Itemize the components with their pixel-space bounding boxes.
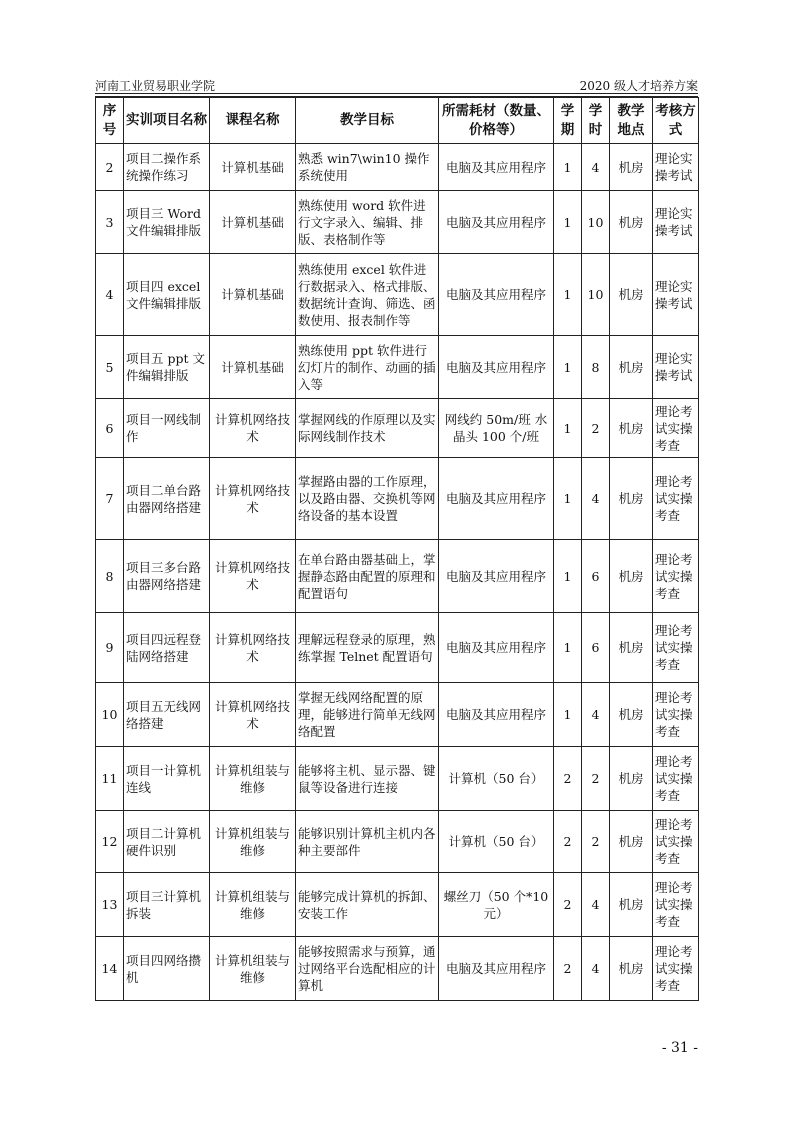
row-place: 机房	[610, 811, 653, 873]
row-hours: 4	[582, 144, 610, 191]
table-row	[96, 458, 699, 540]
col-header-material: 所需耗材（数量、价格等）	[439, 98, 554, 144]
row-exam: 理论考试实操考查	[653, 873, 699, 937]
row-course: 计算机基础	[210, 144, 296, 191]
row-goal: 熟练使用 ppt 软件进行幻灯片的制作、动画的插入等	[296, 336, 439, 399]
training-table	[95, 97, 699, 1001]
row-place: 机房	[610, 873, 653, 937]
row-term: 1	[554, 613, 582, 683]
row-place: 机房	[610, 747, 653, 811]
row-term: 1	[554, 144, 582, 191]
col-header-term: 学期	[554, 98, 582, 144]
row-exam: 理论实操考试	[653, 144, 699, 191]
row-hours: 10	[582, 191, 610, 254]
table-row	[96, 613, 699, 683]
col-header-course: 课程名称	[210, 98, 296, 144]
row-term: 1	[554, 191, 582, 254]
row-place: 机房	[610, 191, 653, 254]
row-no: 9	[96, 613, 124, 683]
table-row	[96, 191, 699, 254]
row-material: 网线约 50m/班 水晶头 100 个/班	[439, 399, 554, 458]
row-no: 10	[96, 683, 124, 747]
row-exam: 理论实操考试	[653, 191, 699, 254]
row-exam: 理论考试实操考查	[653, 458, 699, 540]
row-exam: 理论实操考试	[653, 254, 699, 336]
row-no: 8	[96, 540, 124, 613]
row-exam: 理论实操考试	[653, 336, 699, 399]
row-material: 电脑及其应用程序	[439, 254, 554, 336]
row-place: 机房	[610, 336, 653, 399]
row-no: 3	[96, 191, 124, 254]
row-no: 14	[96, 937, 124, 1001]
row-material: 电脑及其应用程序	[439, 458, 554, 540]
row-hours: 4	[582, 458, 610, 540]
row-exam: 理论考试实操考查	[653, 811, 699, 873]
row-exam: 理论考试实操考查	[653, 613, 699, 683]
row-goal: 熟练使用 word 软件进行文字录入、编辑、排版、表格制作等	[296, 191, 439, 254]
table-row	[96, 144, 699, 191]
row-goal: 熟悉 win7\win10 操作系统使用	[296, 144, 439, 191]
row-term: 1	[554, 683, 582, 747]
row-goal: 能够完成计算机的拆卸、安装工作	[296, 873, 439, 937]
row-hours: 4	[582, 683, 610, 747]
row-project: 项目三多台路由器网络搭建	[124, 540, 210, 613]
row-exam: 理论考试实操考查	[653, 683, 699, 747]
row-hours: 2	[582, 811, 610, 873]
row-course: 计算机网络技术	[210, 399, 296, 458]
row-project: 项目四远程登陆网络搭建	[124, 613, 210, 683]
row-exam: 理论考试实操考查	[653, 747, 699, 811]
row-course: 计算机网络技术	[210, 540, 296, 613]
row-term: 2	[554, 811, 582, 873]
table-row	[96, 336, 699, 399]
col-header-hours: 学时	[582, 98, 610, 144]
row-goal: 能够识别计算机主机内各种主要部件	[296, 811, 439, 873]
row-project: 项目四 excel 文件编辑排版	[124, 254, 210, 336]
row-term: 1	[554, 254, 582, 336]
row-no: 7	[96, 458, 124, 540]
row-hours: 8	[582, 336, 610, 399]
row-goal: 能够按照需求与预算，通过网络平台选配相应的计算机	[296, 937, 439, 1001]
row-course: 计算机组装与维修	[210, 873, 296, 937]
row-hours: 2	[582, 399, 610, 458]
row-hours: 4	[582, 873, 610, 937]
row-place: 机房	[610, 937, 653, 1001]
row-material: 计算机（50 台）	[439, 811, 554, 873]
row-goal: 掌握无线网络配置的原理，能够进行简单无线网络配置	[296, 683, 439, 747]
row-no: 4	[96, 254, 124, 336]
row-place: 机房	[610, 613, 653, 683]
table-row	[96, 683, 699, 747]
row-goal: 掌握路由器的工作原理，以及路由器、交换机等网络设备的基本设置	[296, 458, 439, 540]
row-course: 计算机基础	[210, 336, 296, 399]
row-exam: 理论考试实操考查	[653, 937, 699, 1001]
row-project: 项目一网线制作	[124, 399, 210, 458]
row-material: 螺丝刀（50 个*10 元）	[439, 873, 554, 937]
table-row	[96, 399, 699, 458]
page-header	[95, 75, 698, 94]
row-no: 2	[96, 144, 124, 191]
row-project: 项目五 ppt 文件编辑排版	[124, 336, 210, 399]
row-project: 项目二操作系统操作练习	[124, 144, 210, 191]
row-place: 机房	[610, 144, 653, 191]
row-place: 机房	[610, 683, 653, 747]
row-term: 1	[554, 540, 582, 613]
col-header-project: 实训项目名称	[124, 98, 210, 144]
row-material: 电脑及其应用程序	[439, 683, 554, 747]
row-material: 电脑及其应用程序	[439, 191, 554, 254]
header-school: 河南工业贸易职业学院	[95, 79, 216, 93]
row-place: 机房	[610, 540, 653, 613]
row-goal: 在单台路由器基础上，掌握静态路由配置的原理和配置语句	[296, 540, 439, 613]
row-hours: 2	[582, 747, 610, 811]
row-project: 项目三计算机拆装	[124, 873, 210, 937]
row-course: 计算机组装与维修	[210, 937, 296, 1001]
row-hours: 6	[582, 540, 610, 613]
row-goal: 熟练使用 excel 软件进行数据录入、格式排版、数据统计查询、筛选、函数使用、报表制作等	[296, 254, 439, 336]
row-place: 机房	[610, 399, 653, 458]
row-project: 项目五无线网络搭建	[124, 683, 210, 747]
col-header-no: 序号	[96, 98, 124, 144]
row-place: 机房	[610, 458, 653, 540]
row-exam: 理论考试实操考查	[653, 540, 699, 613]
row-term: 2	[554, 937, 582, 1001]
table-row	[96, 937, 699, 1001]
row-course: 计算机基础	[210, 191, 296, 254]
row-project: 项目三 Word 文件编辑排版	[124, 191, 210, 254]
row-goal: 掌握网线的作原理以及实际网线制作技术	[296, 399, 439, 458]
row-material: 电脑及其应用程序	[439, 613, 554, 683]
table-header-row	[96, 98, 699, 144]
row-no: 12	[96, 811, 124, 873]
row-term: 1	[554, 336, 582, 399]
row-term: 2	[554, 873, 582, 937]
row-material: 计算机（50 台）	[439, 747, 554, 811]
row-no: 6	[96, 399, 124, 458]
row-no: 11	[96, 747, 124, 811]
header-plan: 2020 级人才培养方案	[579, 79, 698, 93]
row-project: 项目四网络攒机	[124, 937, 210, 1001]
row-place: 机房	[610, 254, 653, 336]
row-project: 项目二计算机硬件识别	[124, 811, 210, 873]
row-course: 计算机网络技术	[210, 613, 296, 683]
row-hours: 10	[582, 254, 610, 336]
page-number: - 31 -	[661, 1040, 698, 1056]
row-course: 计算机网络技术	[210, 683, 296, 747]
col-header-place: 教学地点	[610, 98, 653, 144]
row-material: 电脑及其应用程序	[439, 540, 554, 613]
row-material: 电脑及其应用程序	[439, 937, 554, 1001]
row-course: 计算机组装与维修	[210, 811, 296, 873]
row-hours: 4	[582, 937, 610, 1001]
row-course: 计算机网络技术	[210, 458, 296, 540]
row-course: 计算机基础	[210, 254, 296, 336]
row-term: 1	[554, 458, 582, 540]
table-row	[96, 254, 699, 336]
col-header-exam: 考核方式	[653, 98, 699, 144]
row-project: 项目二单台路由器网络搭建	[124, 458, 210, 540]
row-term: 1	[554, 399, 582, 458]
row-hours: 6	[582, 613, 610, 683]
row-goal: 理解远程登录的原理，熟练掌握 Telnet 配置语句	[296, 613, 439, 683]
row-no: 13	[96, 873, 124, 937]
row-exam: 理论考试实操考查	[653, 399, 699, 458]
row-goal: 能够将主机、显示器、键鼠等设备进行连接	[296, 747, 439, 811]
col-header-goal: 教学目标	[296, 98, 439, 144]
table-row	[96, 811, 699, 873]
row-material: 电脑及其应用程序	[439, 336, 554, 399]
row-course: 计算机组装与维修	[210, 747, 296, 811]
table-row	[96, 873, 699, 937]
row-material: 电脑及其应用程序	[439, 144, 554, 191]
table-row	[96, 747, 699, 811]
row-no: 5	[96, 336, 124, 399]
row-term: 2	[554, 747, 582, 811]
row-project: 项目一计算机连线	[124, 747, 210, 811]
table-row	[96, 540, 699, 613]
